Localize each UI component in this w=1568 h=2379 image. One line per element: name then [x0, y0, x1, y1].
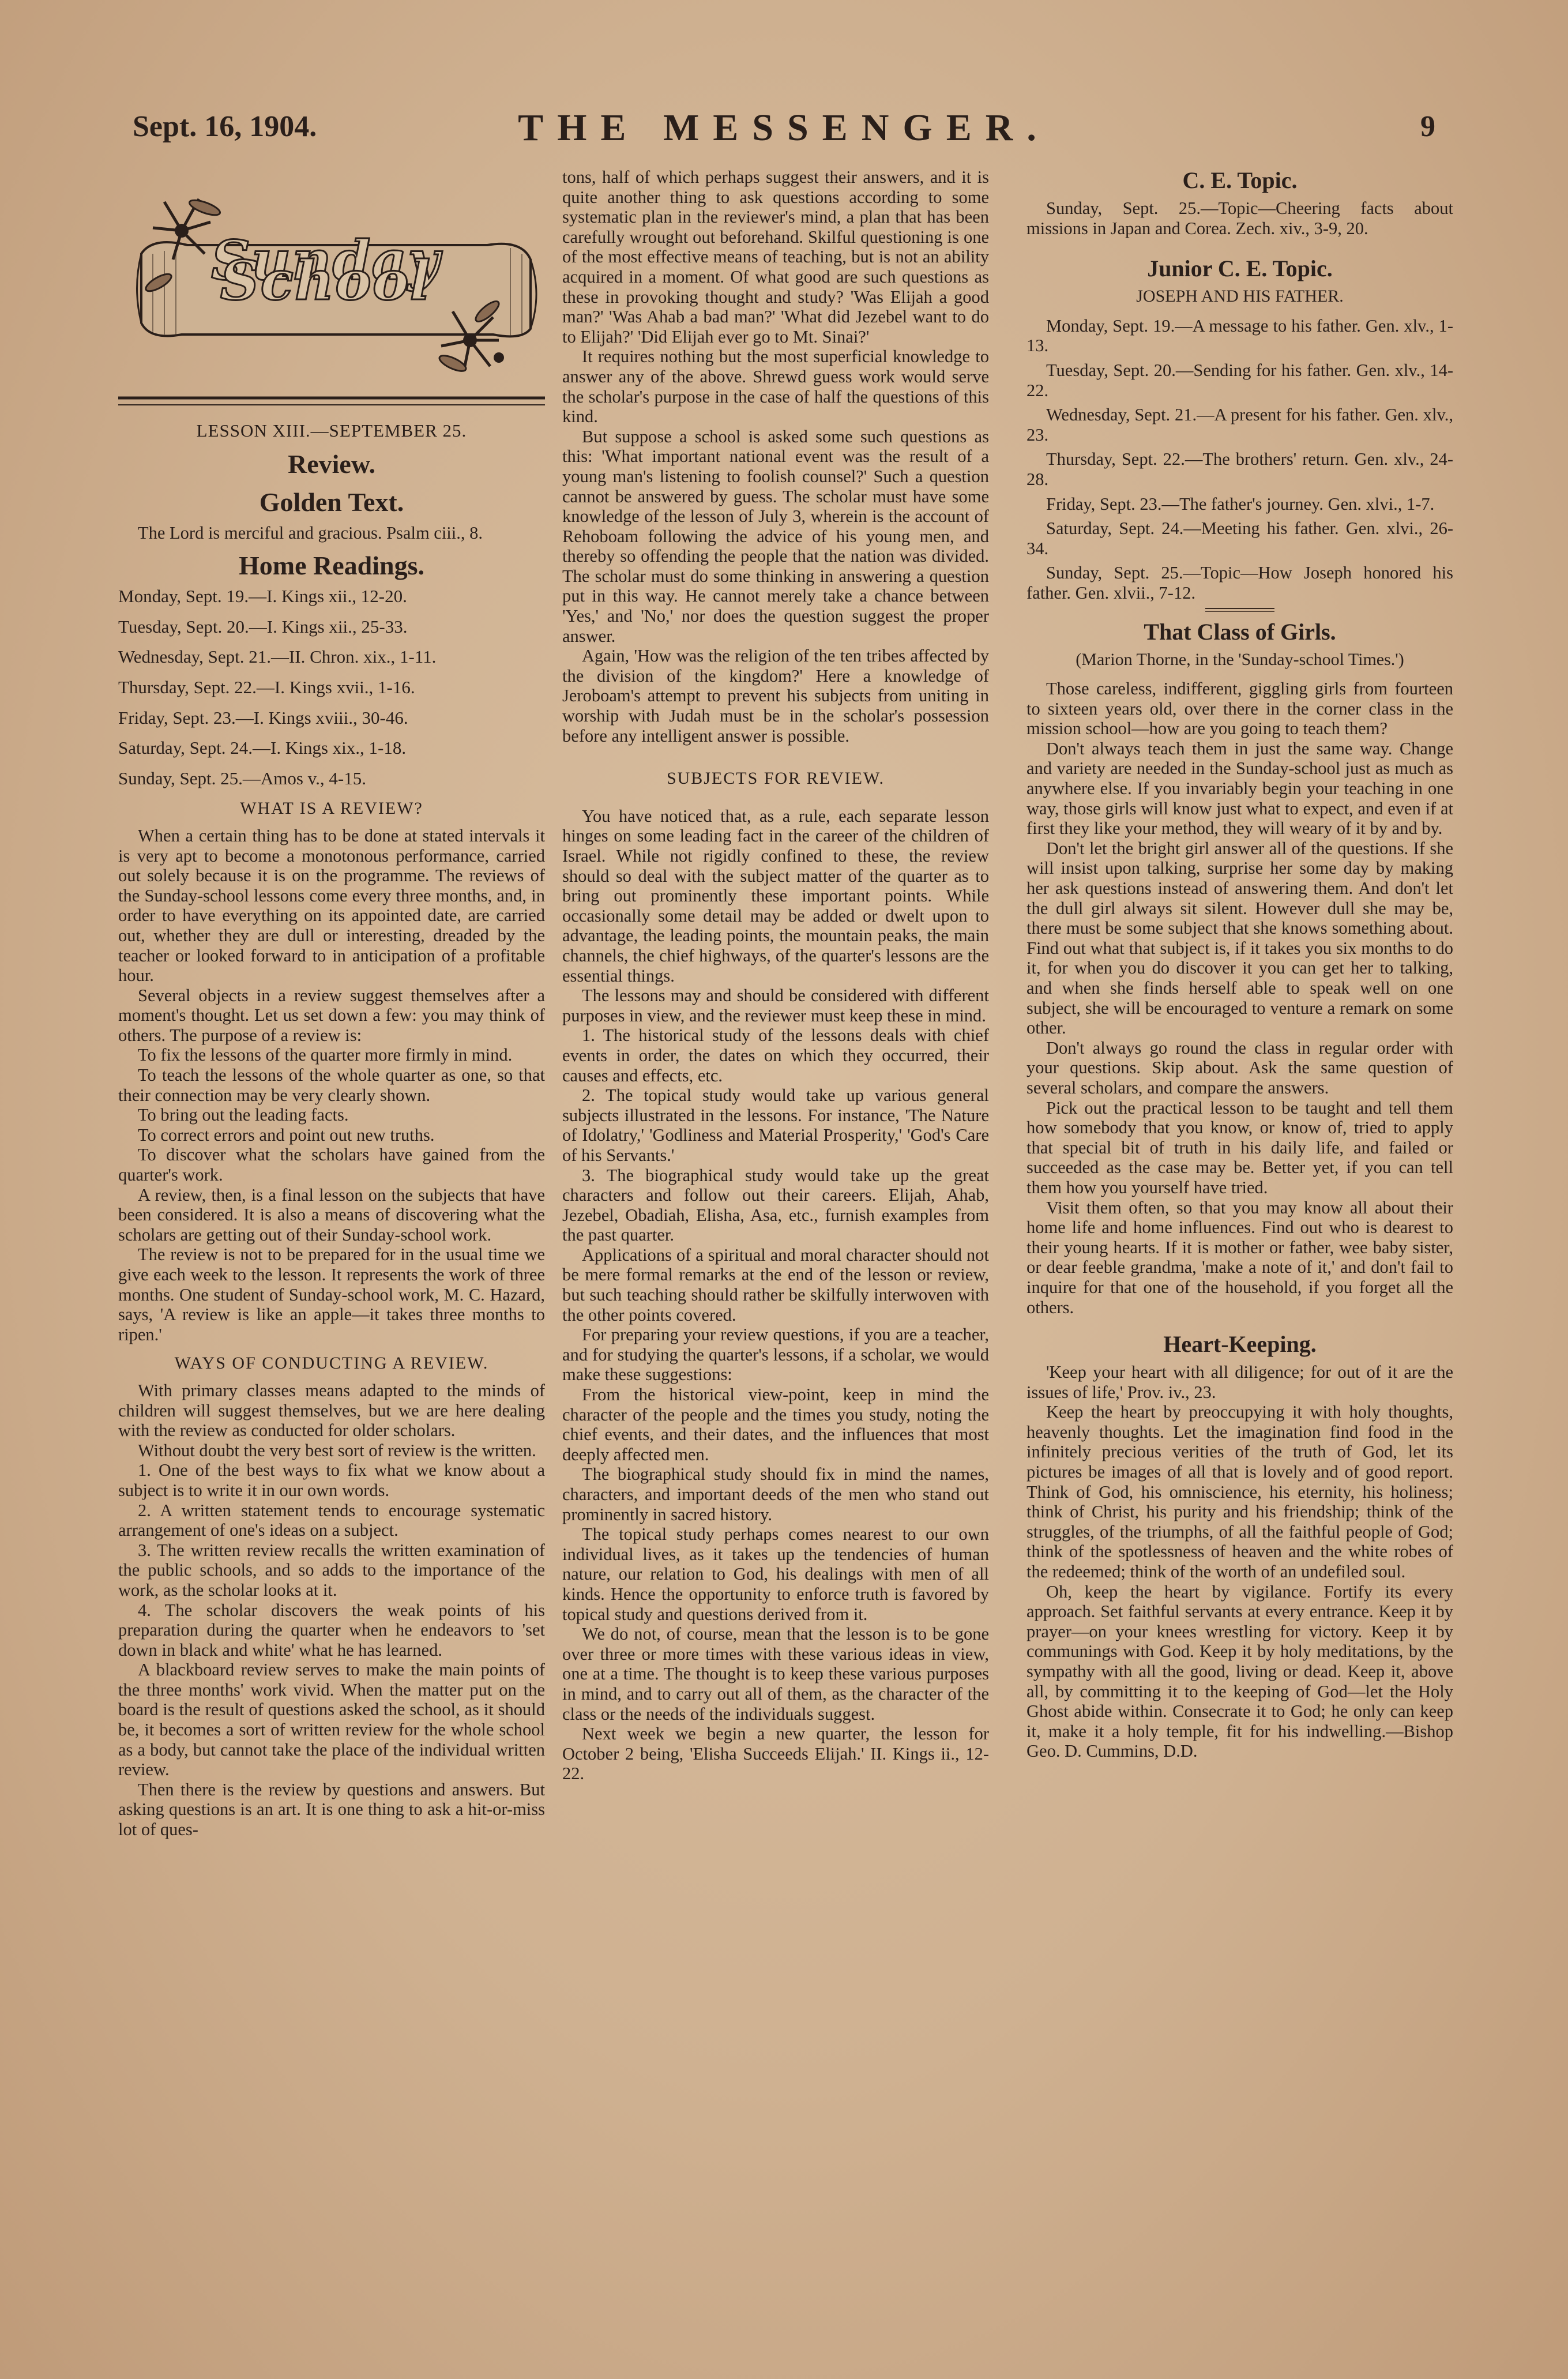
issue-date: Sept. 16, 1904. [133, 110, 317, 143]
class-of-girls-title: That Class of Girls. [1144, 618, 1336, 645]
column-3 [1026, 167, 1453, 1761]
paragraph: 2. The topical study would take up various general subjects illustrated in the lessons. For instance, 'The Nature of Idolatry,' 'Godliness and Material Prosperity,' 'God's Care of his Servants.' [562, 1085, 989, 1165]
reading-item: Tuesday, Sept. 20.—I. Kings xii., 25-33. [118, 616, 408, 637]
paragraph: The biographical study should fix in mind the names, characters, and important deeds of the men who stand out prominently in sacred history. [562, 1464, 989, 1524]
paragraph: 1. One of the best ways to fix what we know about a subject is to write it in our own words. [118, 1460, 545, 1500]
home-readings-title: Home Readings. [239, 551, 424, 581]
reading-item: Wednesday, Sept. 21.—II. Chron. xix., 1-11. [118, 647, 437, 667]
junior-item: Monday, Sept. 19.—A message to his father. Gen. xlv., 1-13. [1026, 315, 1453, 356]
paragraph: To bring out the leading facts. [138, 1105, 349, 1125]
paragraph: Applications of a spiritual and moral character should not be mere formal remarks at the end of the lesson or review, but such teaching should rather be skilfully interwoven with the other points covered. [562, 1245, 989, 1325]
paragraph: tons, half of which perhaps suggest their answers, and it is quite another thing to ask questions according to some systematic plan in the reviewer's mind, a plan that has been carefully wrought out beforehand. Skilful questioning is one of the most effective means of teaching, but is not an ability acquired in a moment. Of what good are such questions as these in provoking thought and study? 'Was Elijah a good man?' 'Was Ahab a bad man?' 'What did Jezebel want to do to Elijah?' 'Did Elijah ever go to Mt. Sinai?' [562, 167, 989, 347]
paragraph: Don't always teach them in just the same way. Change and variety are needed in the Sunday-school just as much as anywhere else. If you invariably begin your teaching in one way, those girls will know just what to expect, and even if at first they like your method, they will weary of it by and by. [1026, 738, 1453, 839]
paragraph: You have noticed that, as a rule, each separate lesson hinges on some leading fact in the career of the children of Israel. While not rigidly confined to these, the review should so deal with the subject matter of the quarter as to bring out prominently these important points. While occasionally some detail may be added or dwelt upon to advantage, the leading points, the mountain peaks, the main channels, the chief highways, of the quarter's lessons are the essential things. [562, 806, 989, 986]
subjects-heading: SUBJECTS FOR REVIEW. [666, 769, 885, 788]
junior-item: Friday, Sept. 23.—The father's journey. Gen. xlvi., 1-7. [1046, 494, 1435, 514]
paragraph: Sunday, Sept. 25.—Topic—Cheering facts about missions in Japan and Corea. Zech. xiv., 3-9, 20. [1026, 198, 1453, 238]
paragraph: The review is not to be prepared for in the usual time we give each week to the lesson. It represents the work of three months. One student of Sunday-school work, M. C. Hazard, says, 'A review is like an apple—it takes three months to ripen.' [118, 1245, 545, 1344]
paragraph: Don't let the bright girl answer all of the questions. If she will insist upon talking, surprise her some day by making her ask questions instead of answering them. And don't let the dull girl always sit silent. However dull she may be, there must be some subject that she knows something about. Find out what that subject is, if it takes you six months to do it, for when you do discover it you can get her to talking, and when she finds herself able to speak well on one subject, she will be encouraged to venture a remark on some other. [1026, 838, 1453, 1038]
paragraph: 1. The historical study of the lessons deals with chief events in order, the dates on which they occurred, their causes and effects, etc. [562, 1025, 989, 1085]
paragraph: When a certain thing has to be done at stated intervals it is very apt to become a monotonous performance, carried out solely because it is on the programme. The reviews of the Sunday-school lessons come every three months, and, in order to have everything on its appointed date, are carried out, whether they are dull or interesting, dreaded by the teacher or looked forward to in anticipation of a profitable hour. [118, 825, 545, 986]
paragraph: But suppose a school is asked some such questions as this: 'What important national event was the result of a young man's listening to foolish counsel?' Such a question cannot be answered by guess. The scholar must have some knowledge of the lesson of July 3, wherein is the account of Rehoboam following the advice of his young men, and thereby so offending the people that the nation was divided. The scholar must do some thinking in answering a question put in this way. He cannot merely take a chance between 'Yes,' and 'No,' nor does the question suggest the proper answer. [562, 426, 989, 646]
reading-item: Thursday, Sept. 22.—I. Kings xvii., 1-16. [118, 677, 415, 697]
reading-item: Monday, Sept. 19.—I. Kings xii., 12-20. [118, 586, 407, 607]
paragraph: Next week we begin a new quarter, the lesson for October 2 being, 'Elisha Succeeds Elijah.' II. Kings ii., 12-22. [562, 1724, 989, 1784]
reading-item: Friday, Sept. 23.—I. Kings xviii., 30-46. [118, 707, 408, 728]
junior-item: Thursday, Sept. 22.—The brothers' return. Gen. xlv., 24-28. [1026, 449, 1453, 489]
column-2 [562, 167, 989, 1784]
review-title: Review. [287, 449, 375, 479]
paragraph: Keep the heart by preoccupying it with holy thoughts, heavenly thoughts. Let the imagination find food in the infinitely precious verities of the truth of God, let its pictures be images of all that is lovely and of good report. Think of God, his omniscience, his eternity, his holiness; think of Christ, his purity and his friendship; think of the struggles, of the triumphs, of all the faithful people of God; think of the spotlessness of heaven and the white robes of the redeemed; think of the worth of an undefiled soul. [1026, 1402, 1453, 1582]
lesson-heading: LESSON XIII.—SEPTEMBER 25. [196, 420, 467, 441]
paragraph: Then there is the review by questions and answers. But asking questions is an art. It is one thing to ask a hit-or-miss lot of ques- [118, 1779, 545, 1840]
paragraph: It requires nothing but the most superficial knowledge to answer any of the above. Shrewd guess work would serve the scholar's purpose in the case of half the questions of this kind. [562, 347, 989, 427]
masthead [133, 107, 1435, 150]
paragraph: To discover what the scholars have gained from the quarter's work. [118, 1145, 545, 1185]
paragraph: For preparing your review questions, if you are a teacher, and for studying the quarter's lessons, if a scholar, we would make these suggestions: [562, 1325, 989, 1385]
ways-heading: WAYS OF CONDUCTING A REVIEW. [174, 1354, 489, 1373]
junior-item: Wednesday, Sept. 21.—A present for his father. Gen. xlv., 23. [1026, 405, 1453, 445]
paragraph: To fix the lessons of the quarter more firmly in mind. [138, 1045, 513, 1065]
paragraph: Don't always go round the class in regular order with your questions. Skip about. Ask the same question of several scholars, and compare the answers. [1026, 1038, 1453, 1098]
paragraph: Oh, keep the heart by vigilance. Fortify its every approach. Set faithful servants at every entrance. Keep it by prayer—on your knees wrestling for victory. Keep it by communings with God. Keep it by holy meditations, by the sympathy with all the good, living or dead. Keep it, above all, by committing it to the keeping of God—let the Holy Ghost abide within. Consecrate it to God; he only can keep it, make it a holy temple, fit for his indwelling.—Bishop Geo. D. Cummins, D.D. [1026, 1581, 1453, 1761]
paragraph: Without doubt the very best sort of review is the written. [138, 1440, 536, 1460]
paragraph: With primary classes means adapted to the minds of children will suggest themselves, but we are here dealing with the review as conducted for older scholars. [118, 1380, 545, 1441]
junior-item: Saturday, Sept. 24.—Meeting his father. Gen. xlvi., 26-34. [1026, 518, 1453, 558]
column-1 [118, 167, 545, 1840]
divider [1205, 608, 1274, 612]
paragraph: Several objects in a review suggest themselves after a moment's thought. Let us set down a few: you may think of others. The purpose of a review is: [118, 985, 545, 1045]
paragraph: We do not, of course, mean that the lesson is to be gone over three or more times with these various ideas in view, one at a time. The thought is to keep these various purposes in mind, and to carry out all of them, as the character of the class or the needs of the individuals suggest. [562, 1624, 989, 1724]
sunday-school-logo [118, 167, 545, 409]
reading-item: Saturday, Sept. 24.—I. Kings xix., 1-18. [118, 738, 407, 758]
paragraph: To correct errors and point out new truths. [138, 1125, 435, 1145]
heart-keeping-title: Heart-Keeping. [1163, 1331, 1317, 1358]
junior-item: Tuesday, Sept. 20.—Sending for his father. Gen. xlv., 14-22. [1026, 360, 1453, 400]
newspaper-title: THE MESSENGER. [518, 107, 1050, 149]
reading-item: Sunday, Sept. 25.—Amos v., 4-15. [118, 768, 366, 788]
junior-subtitle: JOSEPH AND HIS FATHER. [1136, 287, 1344, 306]
paragraph: Visit them often, so that you may know all about their home life and home influences. Find out who is dearest to their young hearts. If it is mother or father, wee baby sister, or dear feeble grandma, 'make a note of it,' and don't fail to inquire for that one of the household, if you forget all the others. [1026, 1197, 1453, 1317]
byline: (Marion Thorne, in the 'Sunday-school Times.') [1076, 649, 1404, 669]
paragraph: 4. The scholar discovers the weak points of his preparation during the quarter when he endeavors to 'set down in black and white' what he has learned. [118, 1600, 545, 1660]
paragraph: Again, 'How was the religion of the ten tribes affected by the division of the kingdom?' Here a knowledge of Jeroboam's attempt to prevent his subjects from uniting in worship with Judah must be in the scholar's possession before any intelligent answer is possible. [562, 646, 989, 746]
paragraph: A review, then, is a final lesson on the subjects that have been considered. It is also a means of discovering what the scholars are getting out of their Sunday-school work. [118, 1185, 545, 1245]
paragraph: 2. A written statement tends to encourage systematic arrangement of one's ideas on a subject. [118, 1500, 545, 1540]
paragraph: 3. The biographical study would take up the great characters and follow out their careers. Elijah, Ahab, Jezebel, Obadiah, Elisha, Asa, etc., furnish examples from the past quarter. [562, 1165, 989, 1245]
logo-text: Sunday School [211, 229, 441, 313]
golden-text: The Lord is merciful and gracious. Psalm ciii., 8. [138, 523, 483, 543]
junior-item: Sunday, Sept. 25.—Topic—How Joseph honored his father. Gen. xlvii., 7-12. [1026, 563, 1453, 603]
paragraph: Those careless, indifferent, giggling girls from fourteen to sixteen years old, over there in the corner class in the mission school—how are you going to teach them? [1026, 679, 1453, 739]
paragraph: Pick out the practical lesson to be taught and tell them how somebody that you know, or know of, tried to apply that special bit of truth in his daily life, and failed or succeeded as the case may be. Better yet, if you can tell them how you yourself have tried. [1026, 1098, 1453, 1197]
paragraph: The lessons may and should be considered with different purposes in view, and the reviewer must keep these in mind. [562, 986, 989, 1025]
golden-text-title: Golden Text. [259, 487, 404, 517]
paragraph: From the historical view-point, keep in mind the character of the people and the times you study, noting the chief events, and their dates, and the influences that most deeply affected men. [562, 1385, 989, 1464]
paragraph: The topical study perhaps comes nearest to our own individual lives, as it takes up the tendencies of human nature, our relation to God, his dealings with men of all kinds. Hence the opportunity to enforce truth is favored by topical study and questions derived from it. [562, 1524, 989, 1624]
what-is-review-heading: WHAT IS A REVIEW? [240, 799, 423, 818]
junior-ce-title: Junior C. E. Topic. [1147, 255, 1333, 282]
paragraph: A blackboard review serves to make the main points of the three months' work vivid. When the matter put on the board is the result of questions asked the school, as it should be, it becomes a sort of written review for the whole school as a body, but cannot take the place of the individual written review. [118, 1660, 545, 1780]
paragraph: To teach the lessons of the whole quarter as one, so that their connection may be very clearly shown. [118, 1065, 545, 1105]
paragraph: 'Keep your heart with all diligence; for out of it are the issues of life,' Prov. iv., 23. [1026, 1362, 1453, 1402]
paragraph: 3. The written review recalls the written examination of the public schools, and so adds to the importance of the work, as the scholar looks at it. [118, 1540, 545, 1600]
ce-topic-title: C. E. Topic. [1182, 167, 1298, 193]
page-number: 9 [1420, 110, 1435, 143]
